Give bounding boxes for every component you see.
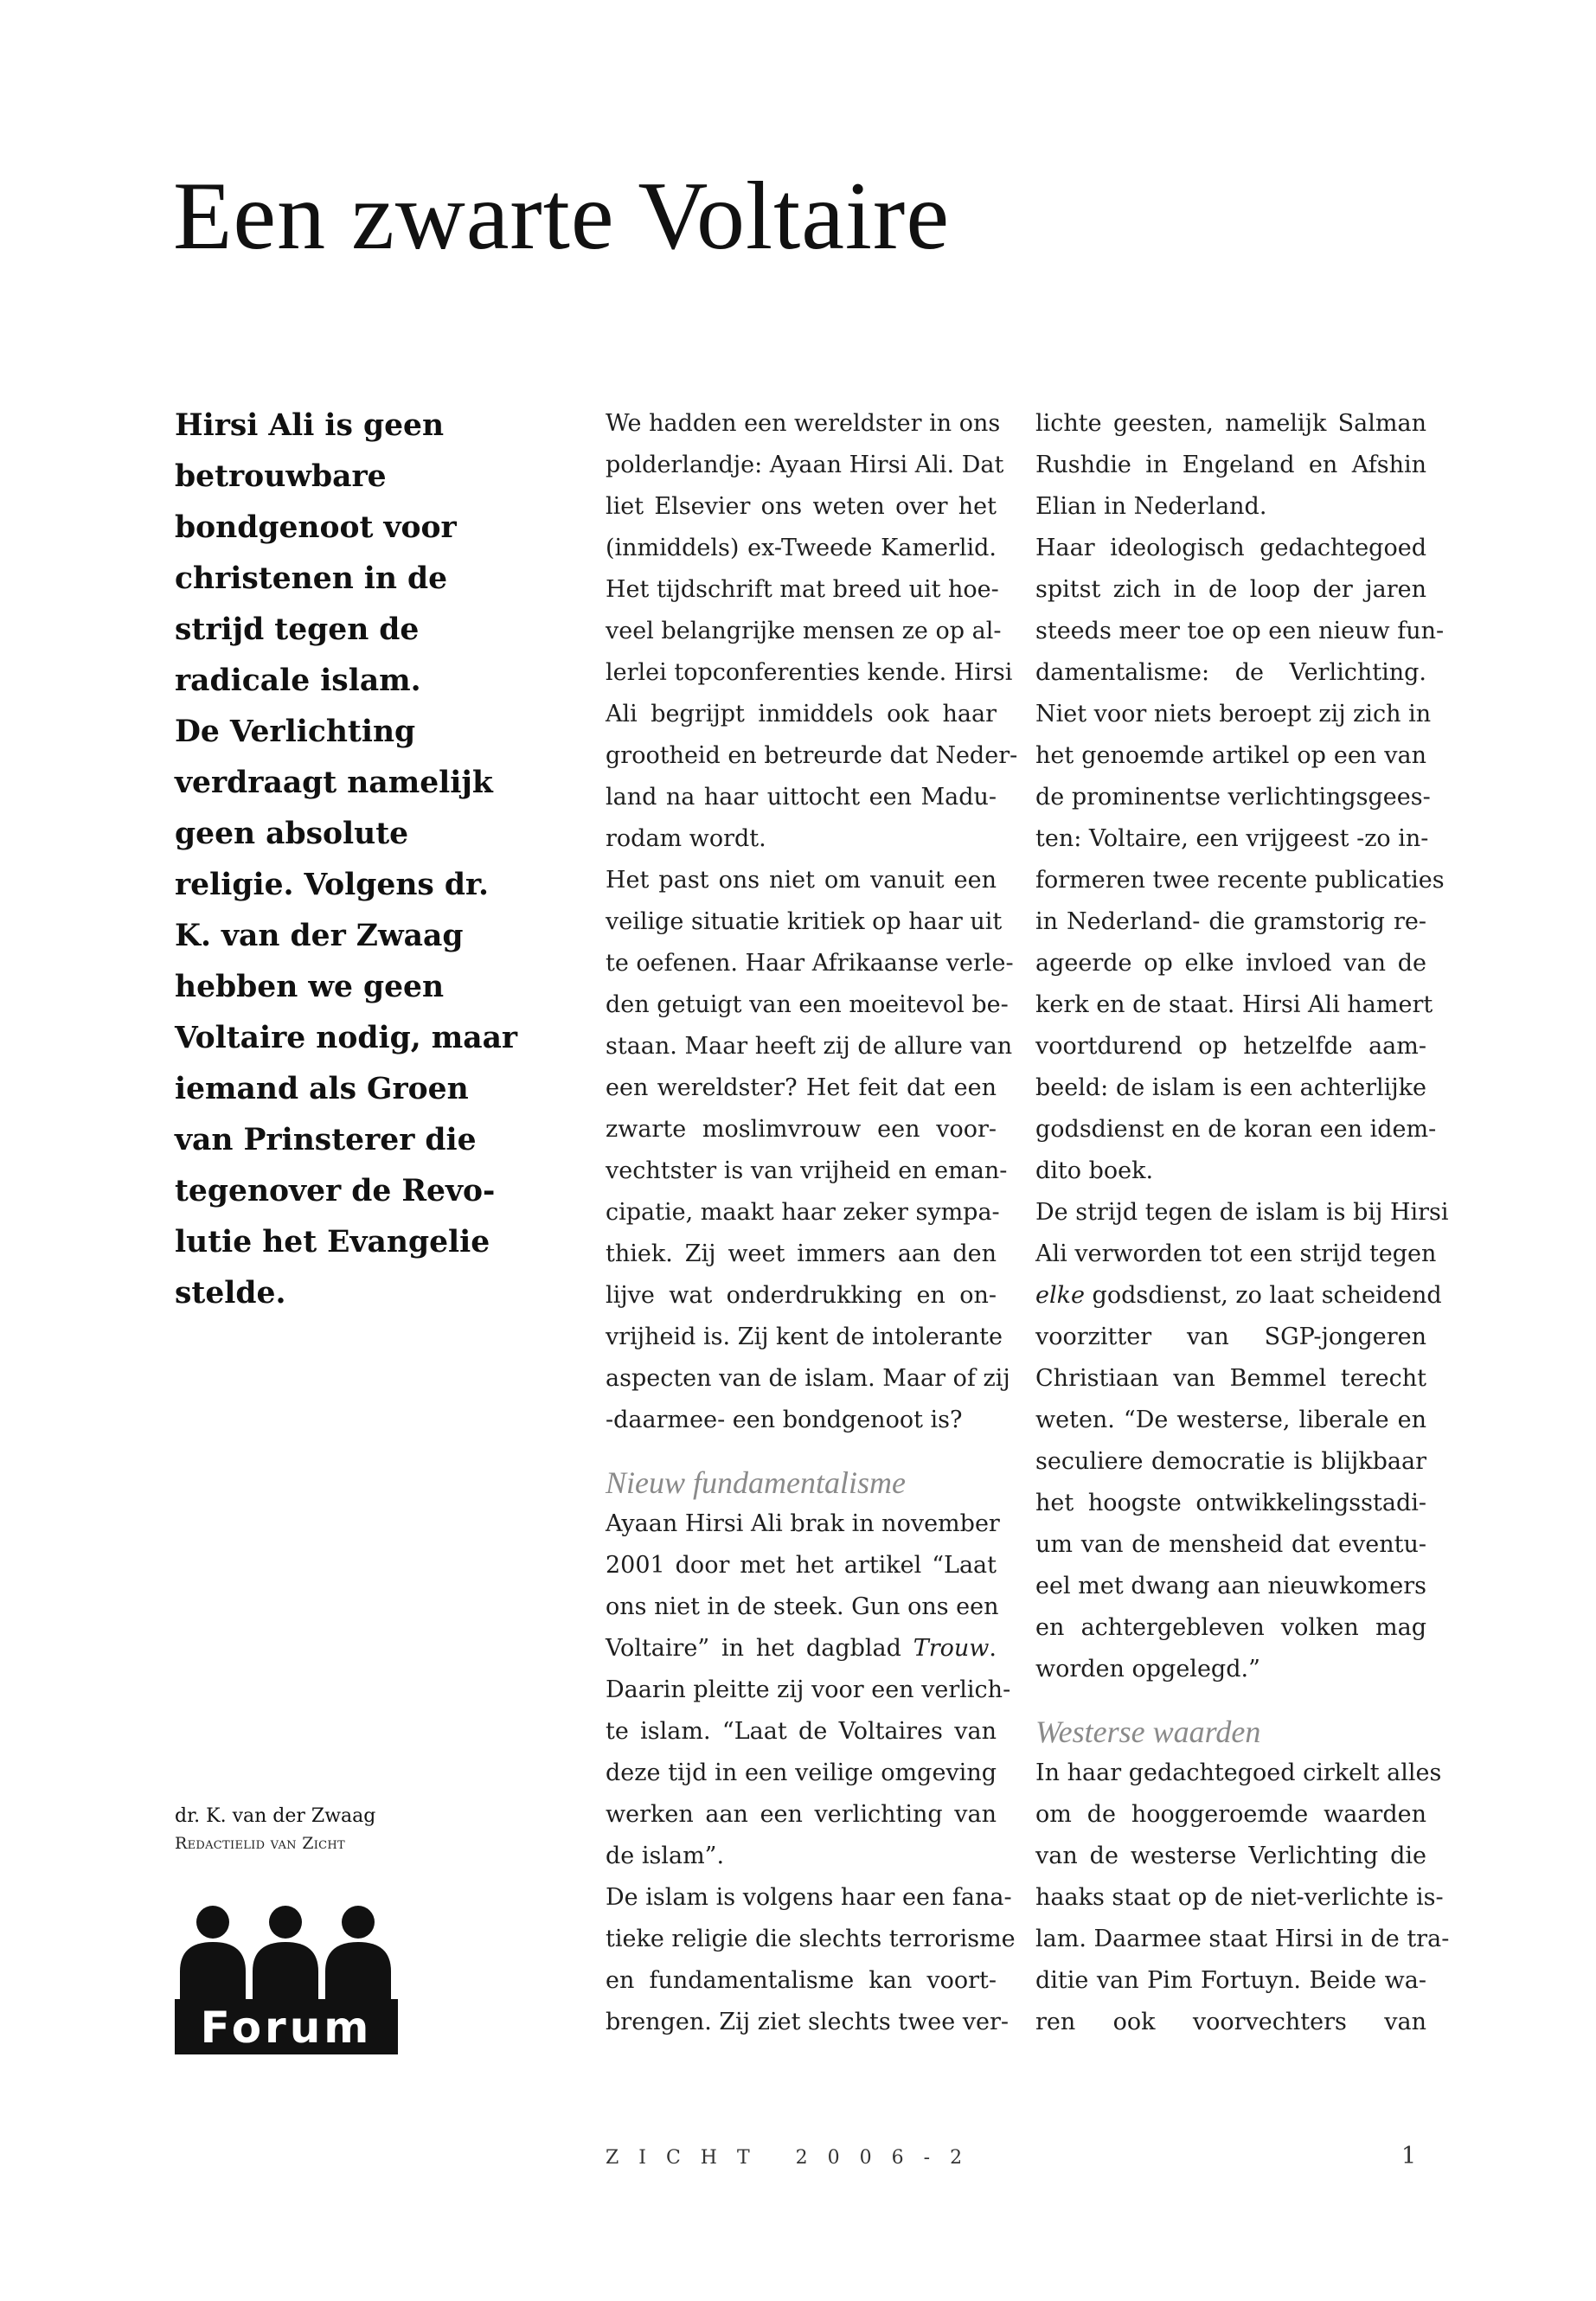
lead-line: iemand als Groen (175, 1072, 469, 1106)
text-line: Ali verworden tot een strijd tegen (1035, 1240, 1437, 1267)
lead-line: lutie het Evangelie (175, 1225, 490, 1259)
text-line-italic: elke godsdienst, zo laat scheidend (1035, 1282, 1442, 1309)
paragraph (1035, 528, 1445, 1192)
text-line: land na haar uittocht een Madu- (606, 784, 997, 811)
text-line: Haar ideologisch gedachtegoed (1035, 535, 1426, 561)
lead-line: bondgenoot voor (175, 510, 457, 545)
lead-line: christenen in de (175, 561, 448, 596)
text-line: te oefenen. Haar Afrikaanse verle- (606, 950, 1014, 977)
text-line: tieke religie die slechts terrorisme (606, 1926, 1016, 1952)
paragraph-continued (1035, 1317, 1426, 1690)
text-column-1 (606, 403, 1018, 2043)
text-line: te islam. “Laat de Voltaires van (606, 1718, 997, 1745)
text-line: veel belangrijke mensen ze op al- (606, 618, 1002, 644)
author-name: dr. K. van der Zwaag (175, 1805, 376, 1827)
subheading-nieuw-fundamentalisme: Nieuw fundamentalisme (606, 1465, 906, 1500)
text-line: lerlei topconferenties kende. Hirsi (606, 659, 1013, 686)
text-line: en fundamentalisme kan voort- (606, 1967, 997, 1994)
text-line: Elian in Nederland. (1035, 493, 1267, 520)
text-line-italic: Voltaire” in het dagblad Trouw. (606, 1635, 997, 1662)
text-line: om de hooggeroemde waarden (1035, 1801, 1426, 1828)
text-line: Daarin pleitte zij voor een verlich- (606, 1676, 1011, 1703)
lead-line: radicale islam. (175, 663, 421, 698)
text-line: beeld: de islam is een achterlijke (1035, 1074, 1426, 1101)
paragraph (606, 1503, 1000, 1628)
logo-text: Forum (200, 2003, 373, 2053)
text-line: In haar gedachtegoed cirkelt alles (1035, 1759, 1442, 1786)
text-line: ditie van Pim Fortuyn. Beide wa- (1035, 1967, 1426, 1994)
subheading-westerse-waarden: Westerse waarden (1035, 1715, 1261, 1749)
text-line: kerk en de staat. Hirsi Ali hamert (1035, 991, 1433, 1018)
text-line: ons niet in de steek. Gun ons een (606, 1593, 999, 1620)
text-line: formeren twee recente publicaties (1035, 867, 1445, 894)
text-line: het genoemde artikel op een van (1035, 742, 1426, 769)
journal-footer: ZICHT 2006-2 (606, 2147, 983, 2169)
lead-line: tegenover de Revo- (175, 1174, 496, 1208)
text-line: deze tijd in een veilige omgeving (606, 1759, 997, 1786)
text-line: Niet voor niets beroept zij zich in (1035, 701, 1432, 727)
lead-line: verdraagt namelijk (175, 766, 493, 800)
text-line: in Nederland- die gramstorig re- (1035, 908, 1426, 935)
paragraph (606, 403, 1018, 860)
text-line: brengen. Zij ziet slechts twee ver- (606, 2009, 1010, 2035)
text-line: haaks staat op de niet-verlichte is- (1035, 1884, 1444, 1911)
text-line: Het past ons niet om vanuit een (606, 867, 997, 894)
text-line: Christiaan van Bemmel terecht (1035, 1365, 1426, 1392)
text-line: damentalisme: de Verlichting. (1035, 659, 1426, 686)
text-line: Ayaan Hirsi Ali brak in november (606, 1510, 1000, 1537)
text-line: Ali begrijpt inmiddels ook haar (606, 701, 997, 727)
text-line: Het tijdschrift mat breed uit hoe- (606, 576, 999, 603)
text-line: lichte geesten, namelijk Salman (1035, 410, 1426, 437)
text-line: ageerde op elke invloed van de (1035, 950, 1426, 977)
text-line: ten: Voltaire, een vrijgeest -zo in- (1035, 825, 1429, 852)
paragraph (606, 1877, 1016, 2043)
lead-line: van Prinsterer die (175, 1123, 477, 1157)
paragraph (1035, 403, 1426, 528)
text-line: het hoogste ontwikkelingsstadi- (1035, 1490, 1426, 1516)
text-line: vrijheid is. Zij kent de intolerante (606, 1324, 1003, 1350)
text-column-2 (1035, 403, 1450, 2043)
text-line: polderlandje: Ayaan Hirsi Ali. Dat (606, 452, 1004, 478)
forum-logo (175, 1906, 398, 2054)
text-line: (inmiddels) ex-Tweede Kamerlid. (606, 535, 997, 561)
lead-line: betrouwbare (175, 459, 387, 494)
page-number: 1 (1401, 2143, 1417, 2170)
text-line: staan. Maar heeft zij de allure van (606, 1033, 1013, 1060)
text-line: De strijd tegen de islam is bij Hirsi (1035, 1199, 1449, 1226)
article-title: Een zwarte Voltaire (173, 163, 951, 270)
text-line: Rushdie in Engeland en Afshin (1035, 452, 1426, 478)
text-line: eel met dwang aan nieuwkomers (1035, 1573, 1426, 1599)
text-line: lam. Daarmee staat Hirsi in de tra- (1035, 1926, 1450, 1952)
lead-line: geen absolute (175, 817, 409, 851)
text-line: We hadden een wereldster in ons (606, 410, 1001, 437)
lead-line: religie. Volgens dr. (175, 868, 489, 902)
text-line: aspecten van de islam. Maar of zij (606, 1365, 1010, 1392)
text-line: veilige situatie kritiek op haar uit (606, 908, 1003, 935)
author-role: Redactielid van Zicht (175, 1834, 345, 1853)
text-line: weten. “De westerse, liberale en (1035, 1407, 1426, 1433)
text-line: voortdurend op hetzelfde aam- (1035, 1033, 1426, 1060)
text-line: en achtergebleven volken mag (1035, 1614, 1426, 1641)
text-line: seculiere democratie is blijkbaar (1035, 1448, 1426, 1475)
text-line: rodam wordt. (606, 825, 766, 852)
paragraph (1035, 1192, 1449, 1275)
lead-line: Hirsi Ali is geen (175, 408, 445, 443)
text-line: godsdienst en de koran een idem- (1035, 1116, 1437, 1143)
text-line: spitst zich in de loop der jaren (1035, 576, 1426, 603)
lead-line: strijd tegen de (175, 612, 420, 647)
paragraph (606, 860, 1014, 1441)
text-line: zwarte moslimvrouw een voor- (606, 1116, 997, 1143)
text-line: lijve wat onderdrukking en on- (606, 1282, 997, 1309)
text-line: de islam”. (606, 1843, 725, 1869)
text-line: De islam is volgens haar een fana- (606, 1884, 1012, 1911)
text-line: cipatie, maakt haar zeker sympa- (606, 1199, 1000, 1226)
text-line: thiek. Zij weet immers aan den (606, 1240, 997, 1267)
text-line: 2001 door met het artikel “Laat (606, 1552, 997, 1579)
text-line: liet Elsevier ons weten over het (606, 493, 997, 520)
text-line: vechtster is van vrijheid en eman- (606, 1157, 1008, 1184)
text-line: dito boek. (1035, 1157, 1154, 1184)
text-line: van de westerse Verlichting die (1035, 1843, 1426, 1869)
text-line: voorzitter van SGP-jongeren (1035, 1324, 1426, 1350)
lead-line: De Verlichting (175, 715, 416, 749)
paragraph (1035, 1753, 1450, 2043)
text-line: den getuigt van een moeitevol be- (606, 991, 1009, 1018)
text-line: -daarmee- een bondgenoot is? (606, 1407, 963, 1433)
text-line: ren ook voorvechters van (1035, 2009, 1426, 2035)
lead-line: K. van der Zwaag (175, 919, 464, 953)
lead-line: hebben we geen (175, 970, 445, 1004)
text-line: werken aan een verlichting van (606, 1801, 997, 1828)
text-line: de prominentse verlichtingsgees- (1035, 784, 1431, 811)
text-line: steeds meer toe op een nieuw fun- (1035, 618, 1445, 644)
text-line: worden opgelegd.” (1035, 1656, 1260, 1682)
lead-line: stelde. (175, 1276, 286, 1311)
text-line: um van de mensheid dat eventu- (1035, 1531, 1426, 1558)
text-line: een wereldster? Het feit dat een (606, 1074, 997, 1101)
paragraph-continued (606, 1670, 1011, 1877)
text-line: grootheid en betreurde dat Neder- (606, 742, 1018, 769)
lead-line: Voltaire nodig, maar (175, 1021, 518, 1055)
lead-intro (175, 401, 521, 1319)
